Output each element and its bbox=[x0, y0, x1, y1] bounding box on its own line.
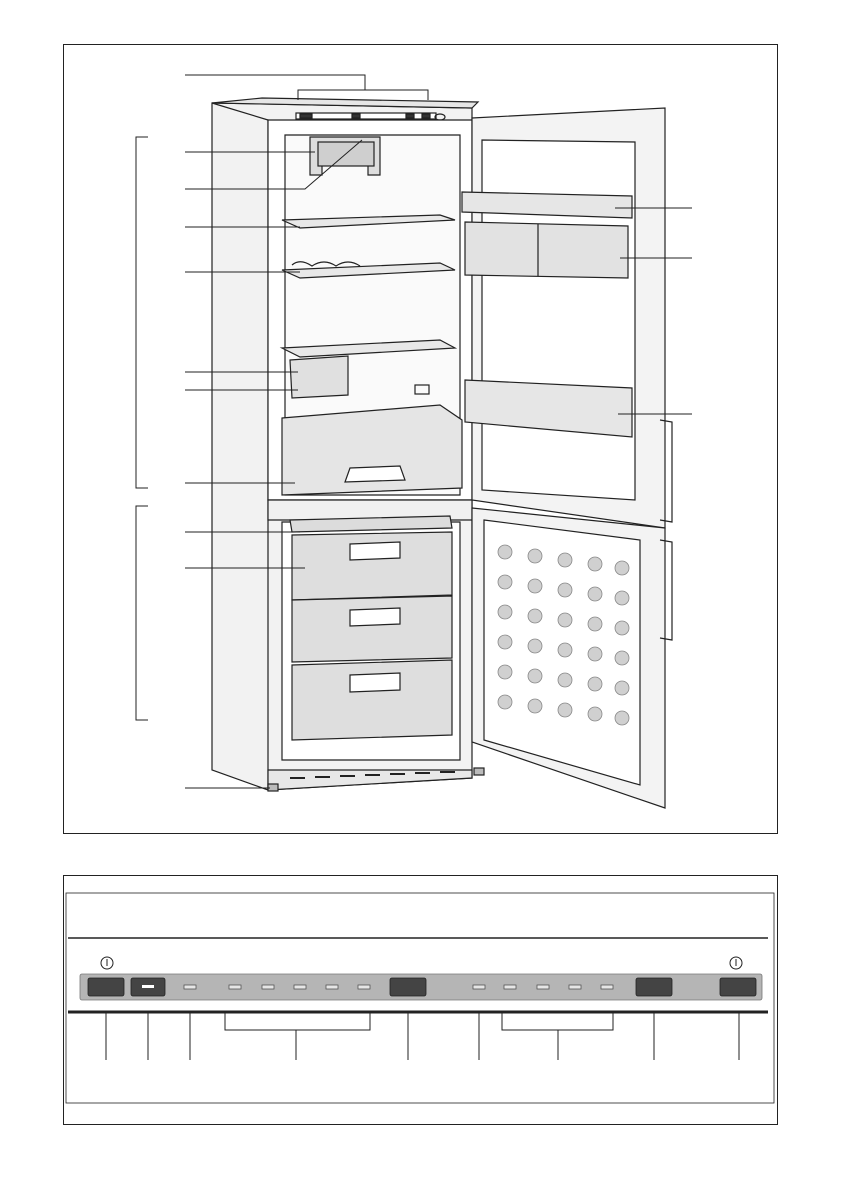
power-button-freezer[interactable] bbox=[720, 978, 756, 996]
super-cool-indicator bbox=[142, 985, 154, 988]
control-callout-lines bbox=[106, 1012, 739, 1060]
fridge-temp-button[interactable] bbox=[390, 978, 426, 996]
power-button-fridge[interactable] bbox=[88, 978, 124, 996]
freezer-temp-button[interactable] bbox=[636, 978, 672, 996]
